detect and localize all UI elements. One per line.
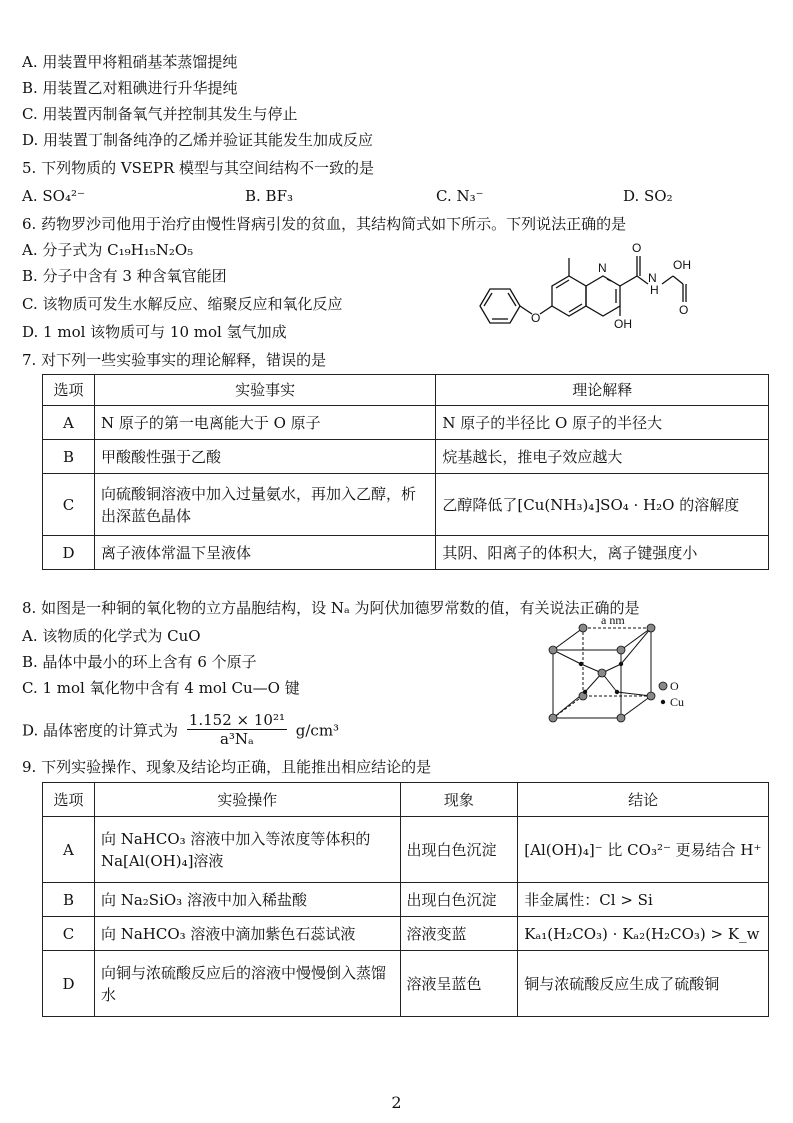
table-row: [43, 536, 769, 570]
q7-stem: 7. 对下列一些实验事实的理论解释，错误的是: [22, 351, 327, 369]
page-number: 2: [391, 1093, 402, 1112]
ring-oh-label: OH: [614, 317, 632, 331]
q4-option-d: D. 用装置丁制备纯净的乙烯并验证其能发生加成反应: [22, 131, 374, 149]
amide-h-label: H: [650, 283, 659, 297]
table-cell: 离子液体常温下呈液体: [94, 536, 435, 570]
q8-option-c: C. 1 mol 氧化物中含有 4 mol Cu—O 键: [22, 679, 300, 697]
q6-option-b: B. 分子中含有 3 种含氧官能团: [22, 267, 227, 285]
table-row: [43, 474, 769, 536]
density-numerator: 1.152 × 10²¹: [188, 711, 285, 729]
table-cell: 向 NaHCO₃ 溶液中滴加紫色石蕊试液: [94, 917, 400, 951]
q7-header-explanation: 理论解释: [436, 375, 769, 406]
table-header-row: [43, 375, 769, 406]
amide-n-label: N: [648, 271, 657, 285]
table-cell: 其阴、阳离子的体积大，离子键强度小: [436, 536, 769, 570]
table-cell: Kₐ₁(H₂CO₃) · Kₐ₂(H₂CO₃) > K_w: [518, 917, 769, 951]
q9-stem: 9. 下列实验操作、现象及结论均正确，且能推出相应结论的是: [22, 758, 432, 776]
table-header-row: [43, 783, 769, 817]
table-cell: 出现白色沉淀: [400, 817, 518, 883]
table-row: [43, 440, 769, 474]
ring-nitrogen-label: N: [598, 261, 607, 275]
table-cell: B: [43, 883, 95, 917]
lattice-label: a nm: [601, 616, 625, 627]
acid-oxygen-label: O: [679, 303, 689, 317]
q9-header-operation: 实验操作: [94, 783, 400, 817]
table-cell: C: [43, 474, 95, 536]
q5-stem: 5. 下列物质的 VSEPR 模型与其空间结构不一致的是: [22, 159, 375, 177]
table-cell: C: [43, 917, 95, 951]
density-denominator: a³Nₐ: [219, 730, 254, 748]
q7-header-option: 选项: [43, 375, 95, 406]
roxadustat-structure: [468, 234, 698, 336]
table-cell: [Al(OH)₄]⁻ 比 CO₃²⁻ 更易结合 H⁺: [518, 817, 769, 883]
table-cell: A: [43, 406, 95, 440]
legend-copper: Cu: [670, 695, 685, 709]
q8-stem: 8. 如图是一种铜的氧化物的立方晶胞结构，设 Nₐ 为阿伏加德罗常数的值，有关说法正确的是: [22, 599, 640, 617]
acid-oh-label: OH: [673, 258, 691, 272]
q6-option-d: D. 1 mol 该物质可与 10 mol 氢气加成: [22, 323, 287, 341]
q5-option-d: D. SO₂: [623, 187, 673, 205]
table-row: [43, 817, 769, 883]
q9-header-phenomenon: 现象: [400, 783, 518, 817]
density-prefix: D. 晶体密度的计算式为: [22, 721, 179, 740]
q9-header-option: 选项: [43, 783, 95, 817]
q7-header-fact: 实验事实: [94, 375, 435, 406]
q8-option-d: [22, 713, 339, 750]
q9-table: [42, 782, 769, 1017]
table-row: [43, 917, 769, 951]
q6-option-c: C. 该物质可发生水解反应、缩聚反应和氧化反应: [22, 295, 343, 313]
table-cell: 甲酸酸性强于乙酸: [94, 440, 435, 474]
q4-option-a: A. 用装置甲将粗硝基苯蒸馏提纯: [22, 53, 238, 71]
table-cell: D: [43, 951, 95, 1017]
table-cell: D: [43, 536, 95, 570]
q8-option-a: A. 该物质的化学式为 CuO: [22, 627, 201, 645]
ether-oxygen-label: O: [531, 311, 541, 325]
table-row: [43, 406, 769, 440]
table-cell: 铜与浓硫酸反应生成了硫酸铜: [518, 951, 769, 1017]
table-cell: B: [43, 440, 95, 474]
table-cell: 溶液呈蓝色: [400, 951, 518, 1017]
q4-option-b: B. 用装置乙对粗碘进行升华提纯: [22, 79, 238, 97]
table-cell: N 原子的第一电离能大于 O 原子: [94, 406, 435, 440]
q5-option-c: C. N₃⁻: [436, 187, 484, 205]
table-cell: 向 Na₂SiO₃ 溶液中加入稀盐酸: [94, 883, 400, 917]
table-cell: 烷基越长，推电子效应越大: [436, 440, 769, 474]
legend-oxygen: O: [670, 679, 679, 693]
crystal-cell-figure: [545, 616, 695, 730]
table-cell: 向 NaHCO₃ 溶液中加入等浓度等体积的 Na[Al(OH)₄]溶液: [94, 817, 400, 883]
table-row: [43, 951, 769, 1017]
table-cell: 向硫酸铜溶液中加入过量氨水，再加入乙醇，析出深蓝色晶体: [94, 474, 435, 536]
q6-stem: 6. 药物罗沙司他用于治疗由慢性肾病引发的贫血，其结构简式如下所示。下列说法正确的是: [22, 215, 627, 233]
q4-option-c: C. 用装置丙制备氧气并控制其发生与停止: [22, 105, 298, 123]
table-cell: 乙醇降低了[Cu(NH₃)₄]SO₄ · H₂O 的溶解度: [436, 474, 769, 536]
table-row: [43, 883, 769, 917]
q9-header-conclusion: 结论: [518, 783, 769, 817]
table-cell: 非金属性：Cl > Si: [518, 883, 769, 917]
table-cell: 溶液变蓝: [400, 917, 518, 951]
table-cell: N 原子的半径比 O 原子的半径大: [436, 406, 769, 440]
table-cell: 出现白色沉淀: [400, 883, 518, 917]
table-cell: A: [43, 817, 95, 883]
q8-option-b: B. 晶体中最小的环上含有 6 个原子: [22, 653, 257, 671]
q5-option-b: B. BF₃: [245, 187, 294, 205]
density-fraction: [187, 711, 287, 748]
density-unit: g/cm³: [295, 721, 340, 740]
q5-option-a: A. SO₄²⁻: [22, 187, 85, 205]
table-cell: 向铜与浓硫酸反应后的溶液中慢慢倒入蒸馏水: [94, 951, 400, 1017]
q6-option-a: A. 分子式为 C₁₉H₁₅N₂O₅: [22, 241, 194, 259]
amide-oxygen-label: O: [632, 241, 642, 255]
q7-table: [42, 374, 769, 570]
